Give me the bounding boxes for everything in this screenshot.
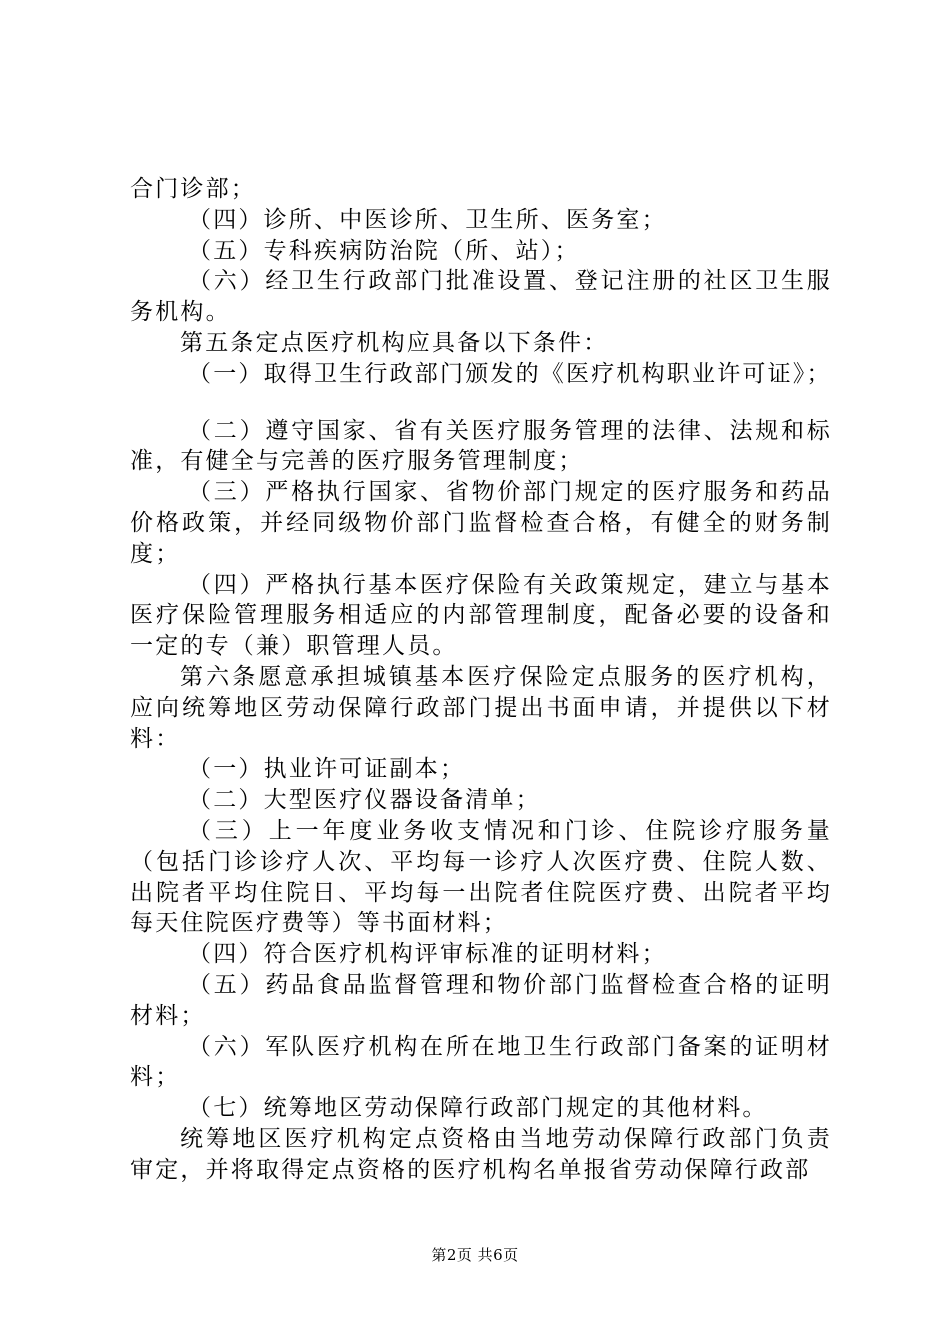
paragraph-condition-four: （四）严格执行基本医疗保险有关政策规定，建立与基本医疗保险管理服务相适应的内部管理制度，配备必要的设备和一定的专（兼）职管理人员。 bbox=[130, 571, 832, 660]
paragraph-item-clinic: （四）诊所、中医诊所、卫生所、医务室； bbox=[188, 206, 667, 233]
paragraph-item-community-health: （六）经卫生行政部门批准设置、登记注册的社区卫生服务机构。 bbox=[130, 268, 832, 326]
paragraph-item-specialty-hospital: （五）专科疾病防治院（所、站）； bbox=[188, 237, 580, 264]
paragraph-condition-three: （三）严格执行国家、省物价部门规定的医疗服务和药品价格政策，并经同级物价部门监督检查合格，有健全的财务制度； bbox=[130, 479, 832, 567]
page-number: 第2页 共6页 bbox=[431, 1246, 519, 1264]
paragraph-approval: 统筹地区医疗机构定点资格由当地劳动保障行政部门负责审定，并将取得定点资格的医疗机构名单报省劳动保障行政部 bbox=[130, 1125, 832, 1183]
paragraph-condition-one: （一）取得卫生行政部门颁发的《医疗机构职业许可证》； bbox=[188, 360, 832, 387]
page-footer bbox=[0, 1244, 950, 1265]
paragraph-material-six: （六）军队医疗机构在所在地卫生行政部门备案的证明材料； bbox=[130, 1033, 832, 1091]
paragraph-article-five: 第五条定点医疗机构应具备以下条件： bbox=[180, 329, 609, 356]
paragraph-material-four: （四）符合医疗机构评审标准的证明材料； bbox=[188, 941, 667, 968]
document-body bbox=[130, 174, 832, 1186]
paragraph-condition-two: （二）遵守国家、省有关医疗服务管理的法律、法规和标准，有健全与完善的医疗服务管理制度； bbox=[130, 417, 832, 475]
paragraph-material-seven: （七）统筹地区劳动保障行政部门规定的其他材料。 bbox=[188, 1095, 768, 1122]
paragraph-material-five: （五）药品食品监督管理和物价部门监督检查合格的证明材料； bbox=[130, 971, 832, 1029]
paragraph-continuation: 合门诊部； bbox=[130, 176, 256, 202]
paragraph-material-two: （二）大型医疗仪器设备清单； bbox=[188, 787, 541, 814]
paragraph-material-three: （三）上一年度业务收支情况和门诊、住院诊疗服务量（包括门诊诊疗人次、平均每一诊疗人次医疗费、住院人数、出院者平均住院日、平均每一出院者住院医疗费、出院者平均每天住院医疗费等）等书面材料； bbox=[130, 817, 832, 937]
paragraph-article-six: 第六条愿意承担城镇基本医疗保险定点服务的医疗机构，应向统筹地区劳动保障行政部门提出书面申请，并提供以下材料： bbox=[130, 663, 832, 752]
paragraph-material-one: （一）执业许可证副本； bbox=[188, 756, 466, 783]
